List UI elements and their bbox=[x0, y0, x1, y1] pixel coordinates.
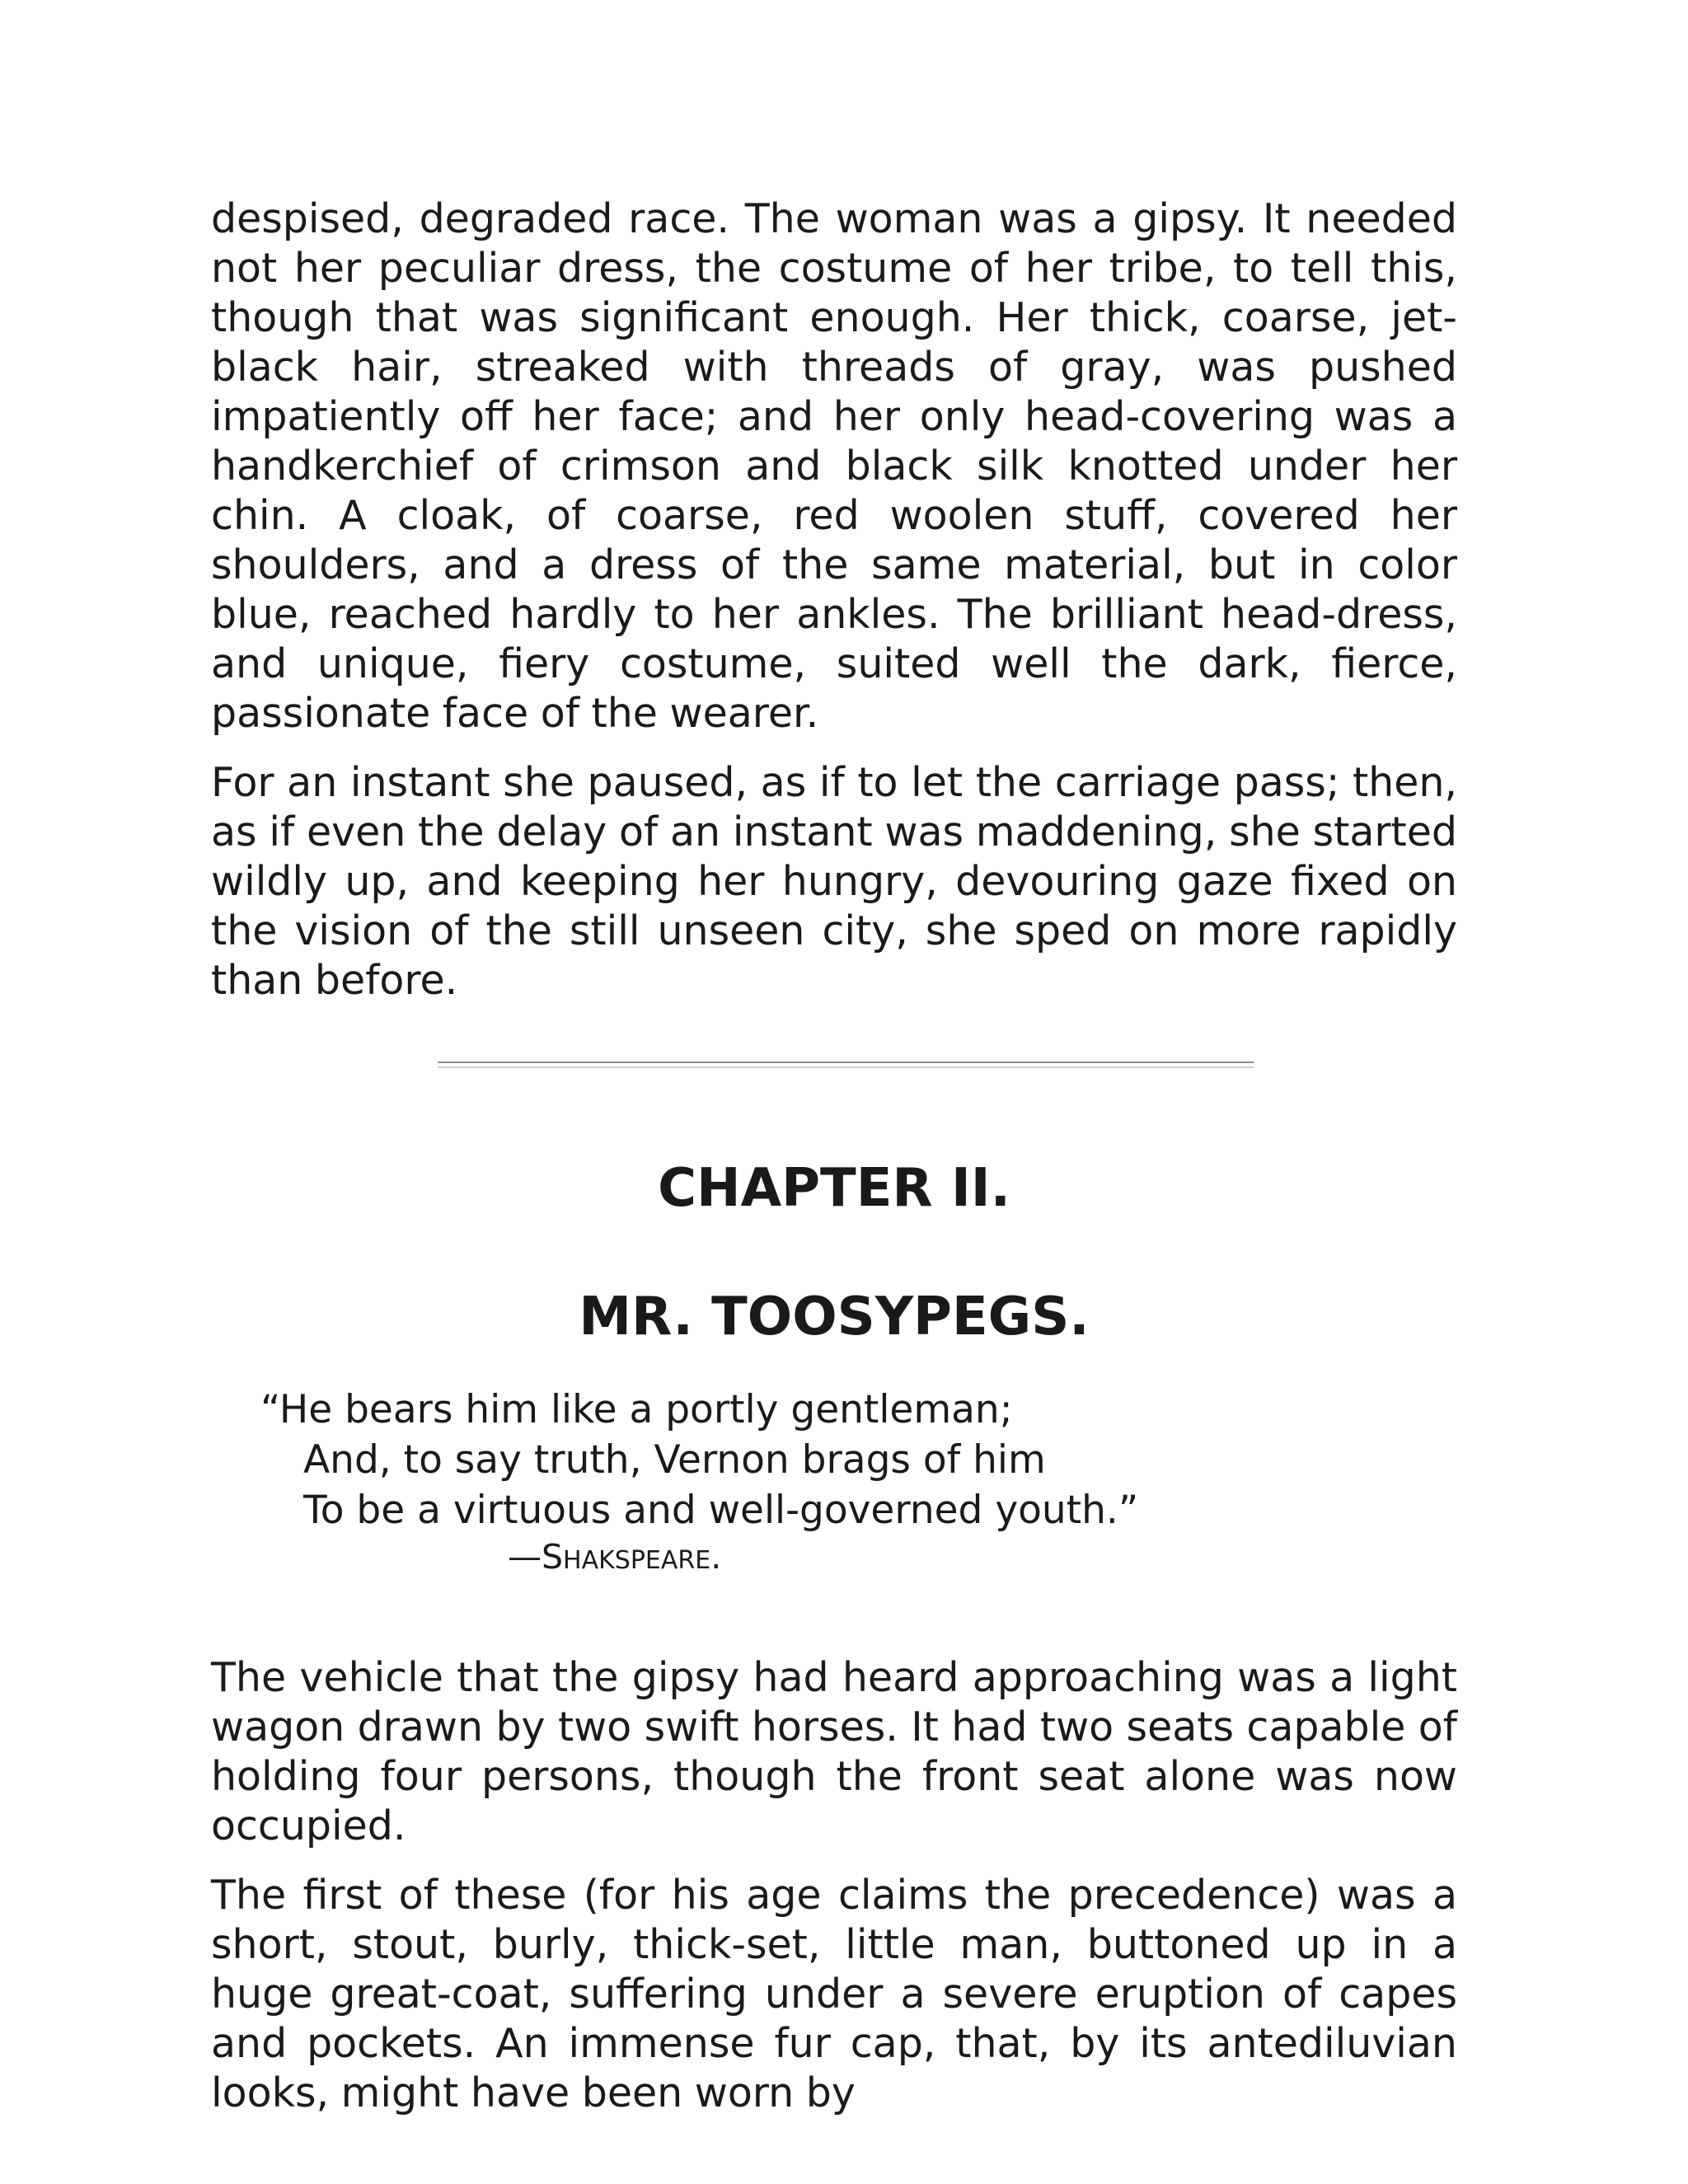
book-page bbox=[211, 194, 1457, 2138]
epigraph-line: To be a virtuous and well-governed youth.” bbox=[303, 1488, 1139, 1533]
chapter-number: CHAPTER II. bbox=[658, 1158, 1010, 1219]
epigraph-attribution bbox=[260, 1535, 1457, 1582]
paragraph-gipsy-description: despised, degraded race. The woman was a gipsy. It needed not her peculiar dress, the costume of her tribe, to tell this, though that was significant enough. Her thick, coarse, jet-black hair, streaked with threads of gray, was pushed impatiently off her face; and her only head-covering was a handkerchief of crimson and black silk knotted under her chin. A cloak, of coarse, red woolen stuff, covered her shoulders, and a dress of the same material, but in color blue, reached hardly to her ankles. The brilliant head-dress, and unique, fiery costume, suited well the dark, fierce, passionate face of the wearer. bbox=[211, 195, 1457, 737]
attribution-suffix: . bbox=[710, 1537, 722, 1577]
epigraph-line: And, to say truth, Vernon brags of him bbox=[303, 1437, 1046, 1483]
paragraph-vehicle: The vehicle that the gipsy had heard approaching was a light wagon drawn by two swift horses. It had two seats capable of holding four persons, though the front seat alone was now occupied. bbox=[211, 1654, 1457, 1849]
section-divider bbox=[438, 1062, 1254, 1068]
attribution-prefix: —S bbox=[508, 1537, 564, 1577]
chapter-title: MR. TOOSYPEGS. bbox=[579, 1286, 1090, 1347]
epigraph-line: “He bears him like a portly gentleman; bbox=[260, 1387, 1013, 1432]
chapter-body bbox=[211, 1653, 1457, 2118]
epigraph bbox=[260, 1385, 1457, 1582]
attribution-smallcaps: HAKSPEARE bbox=[563, 1546, 711, 1575]
paragraph-gipsy-paused: For an instant she paused, as if to let the carriage pass; then, as if even the delay of an instant was maddening, she started wildly up, and keeping her hungry, devouring gaze fixed on the vision of the still unseen city, she sped on more rapidly than before. bbox=[211, 759, 1457, 1004]
paragraph-first-passenger: The first of these (for his age claims the precedence) was a short, stout, burly, thick-set, little man, buttoned up in a huge great-coat, suffering under a severe eruption of capes and pockets. An immense fur cap, that, by its antediluvian looks, might have been worn by bbox=[211, 1872, 1457, 2116]
